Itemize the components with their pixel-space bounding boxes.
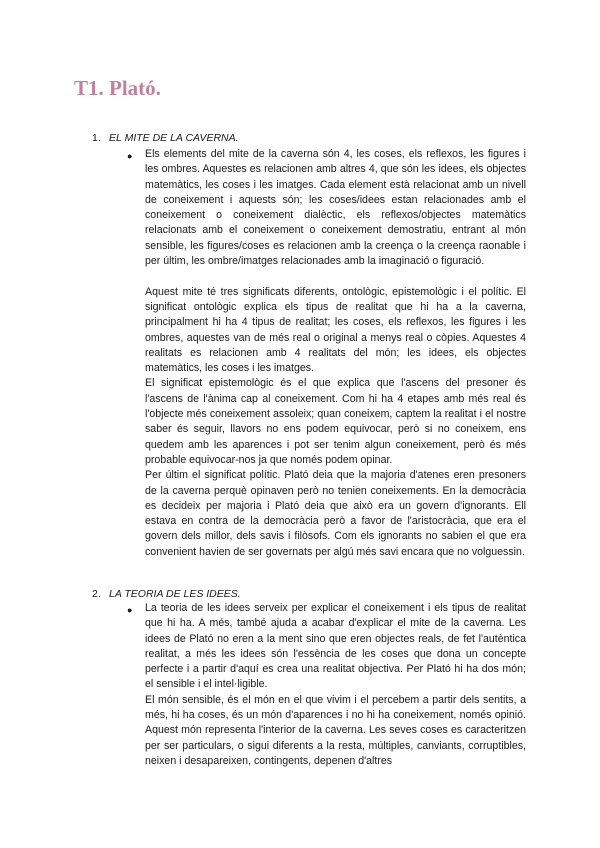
page-title: T1. Plató. (74, 76, 161, 100)
paragraph: Per últim el significat polític. Plató deia que la majoria d'atenes eren presoners de la caverna perquè opinaven però no tenien coneixements. En la democràcia es decideix per majoria i Plató deia que això era un govern d'ignorants. Ell estava en contra de la democràcia però a favor de l'aristocràcia, que era el govern dels millor, dels savis i filòsofs. Com els ignorants no sabien el que era convenient havien de ser governats per algú més savi encara que no volguessin. (145, 469, 526, 558)
section-number: 2. (92, 588, 101, 600)
paragraph: La teoria de les idees serveix per explicar el coneixement i els tipus de realitat que hi ha. A més, també ajuda a acabar d'explicar el mite de la caverna. Les idees de Plató no eren a la ment sino que eren objectes reals, de fet l'autèntica realitat, a més les idees són l'essència de les coses que dona un concepte perfecte i a partir d'aquí es crea una realitat objectiva. Per Plató hi ha dos món; el sensible i el intel·ligible. (145, 602, 526, 691)
section-heading-2 (92, 587, 241, 601)
bullet-icon: ● (127, 605, 133, 615)
section-title: LA TEORIA DE LES IDEES. (109, 588, 241, 600)
section-body-2 (145, 601, 526, 769)
section-body-1 (145, 147, 526, 560)
paragraph: Els elements del mite de la caverna són 4, les coses, els reflexos, les figures i les ombres. Aquestes es relacionen amb altres 4, que són les idees, els objectes matemàtics, les coses i les imatges. Cada element està relacionat amb un nivell de coneixement i aquests són; les coses/idees estan relacionades amb el coneixement o coneixement dialèctic, els reflexos/objectes matemàtics relacionats amb el coneixement o coneixement demostratiu, entrant al món sensible, les figures/coses es relacionen amb la creença o la creença raonable i per últim, les ombre/imatges relacionades amb la imaginació o figuració. (145, 148, 526, 268)
paragraph: Aquest mite té tres significats diferents, ontològic, epistemològic i el polític. El significat ontològic explica els tipus de realitat que hi ha a la caverna, principalment hi ha 4 tipus de realitat; les coses, els reflexos, les figures i les ombres, aquestes van de més real o original a menys real o còpies. Aquestes 4 realitats es relacionen amb 4 realitats del món; les idees, els objectes matemàtics, les coses i les imatges. (145, 285, 526, 375)
section-heading-1 (92, 131, 239, 145)
bullet-icon: ● (127, 151, 133, 161)
paragraph: El món sensible, és el món en el que vivim i el percebem a partir dels sentits, a més, hi ha coses, és un món d'aparences i no hi ha coneixement, només opinió. Aquest món representa l'interior de la caverna. Les seves coses es caracteritzen per ser particulars, o sigui diferents a la resta, múltiples, canviants, corruptibles, neixen i desapareixen, contingents, depenen d'altres (145, 693, 526, 767)
section-number: 1. (92, 132, 101, 144)
section-title: EL MITE DE LA CAVERNA. (109, 132, 239, 144)
paragraph: El significat epistemològic és el que explica que l'ascens del presoner és l'ascens de l'ànima cap al coneixement. Com hi ha 4 etapes amb més real és l'objecte més coneixement assoleix; quan coneixem, captem la realitat i el nostre saber és seguir, llavors no ens podem equivocar, però si no coneixem, ens quedem amb les aparences i pot ser tenim algun coneixement, però és més probable equivocar-nos ja que només podem opinar. (145, 377, 526, 466)
